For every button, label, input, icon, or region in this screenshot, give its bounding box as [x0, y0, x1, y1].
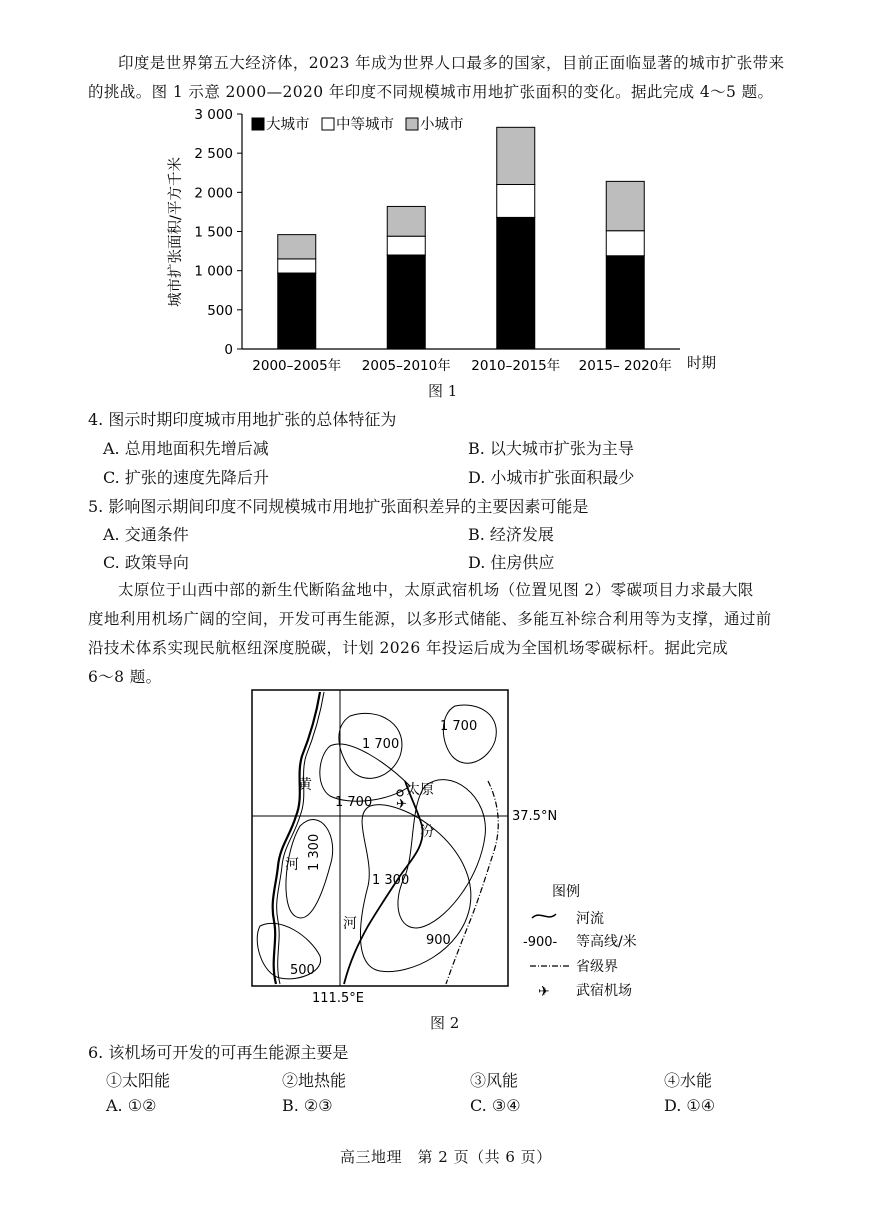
contour-label-900: 900: [426, 933, 451, 948]
q4-option-b: B. 以大城市扩张为主导: [468, 439, 634, 458]
q6-option-b: B. ②③: [282, 1096, 333, 1115]
q5-option-b: B. 经济发展: [468, 525, 554, 544]
intro1-line1: 印度是世界第五大经济体，2023 年成为世界人口最多的国家，目前正面临显著的城市扩张带来: [118, 54, 785, 72]
legend-swatch-medium: [322, 118, 334, 130]
q6-option-c: C. ③④: [470, 1096, 521, 1115]
legend-label-large: 大城市: [266, 117, 310, 133]
bar-segment-small-1: [387, 206, 425, 236]
contour-label-1300-west: 1 300: [307, 833, 322, 871]
taiyuan-label: 太原: [406, 782, 434, 798]
q6-item-3: ③风能: [470, 1071, 519, 1090]
latitude-label: 37.5°N: [512, 809, 558, 824]
legend-label-medium: 中等城市: [336, 117, 394, 133]
q6-item-1: ①太阳能: [106, 1071, 171, 1090]
bar-segment-small-3: [606, 181, 644, 230]
q6-stem: 6. 该机场可开发的可再生能源主要是: [88, 1043, 349, 1062]
q6-option-a: A. ①②: [106, 1096, 157, 1115]
intro2-line1: 太原位于山西中部的新生代断陷盆地中，太原武宿机场（位置见图 2）零碳项目力求最大限: [118, 581, 754, 599]
y-tick-label: 2 000: [194, 185, 233, 202]
contour-label-1700-c: 1 700: [335, 795, 373, 810]
river-char-huang: 黄: [298, 777, 312, 793]
bar-segment-small-0: [278, 235, 316, 259]
intro2-line4: 6～8 题。: [88, 668, 162, 686]
river-char-he-2: 河: [343, 916, 357, 932]
legend-contour-sample: -900-: [523, 935, 558, 950]
figure1-caption: 图 1: [428, 382, 458, 400]
x-tick-label: 2015– 2020年: [578, 358, 672, 374]
q5-option-d: D. 住房供应: [468, 553, 555, 572]
contour-label-1700-a: 1 700: [362, 737, 400, 752]
bar-segment-medium-3: [606, 231, 644, 256]
q4-option-a: A. 总用地面积先增后减: [103, 439, 269, 458]
legend-swatch-small: [406, 118, 418, 130]
q5-option-c: C. 政策导向: [103, 553, 189, 572]
contour-label-500: 500: [290, 963, 315, 978]
legend-label-small: 小城市: [420, 117, 464, 133]
intro2-line3: 沿技术体系实现民航枢纽深度脱碳，计划 2026 年投运后成为全国机场零碳标杆。据此完成: [88, 639, 729, 657]
bar-segment-large-2: [497, 217, 535, 349]
legend-title: 图例: [552, 884, 580, 900]
x-tick-label: 2000–2005年: [252, 358, 342, 374]
x-axis-label: 时期: [687, 356, 716, 372]
river-char-fen: 汾: [420, 824, 434, 840]
y-tick-label: 2 500: [194, 146, 233, 163]
y-tick-label: 0: [224, 342, 233, 358]
figure2-caption: 图 2: [430, 1014, 460, 1032]
bar-segment-small-2: [497, 127, 535, 184]
legend-airport-icon: ✈: [538, 984, 550, 1000]
q5-option-a: A. 交通条件: [103, 525, 189, 544]
x-tick-label: 2005–2010年: [361, 358, 451, 374]
bar-chart: [160, 100, 730, 385]
bar-segment-medium-2: [497, 185, 535, 218]
y-tick-label: 500: [207, 302, 233, 319]
intro1-line2: 的挑战。图 1 示意 2000—2020 年印度不同规模城市用地扩张面积的变化。据此完成 4～5 题。: [88, 83, 774, 101]
x-tick-label: 2010–2015年: [471, 358, 561, 374]
y-tick-label: 3 000: [194, 107, 233, 123]
bar-segment-large-1: [387, 255, 425, 349]
page-footer: 高三地理 第 2 页（共 6 页）: [340, 1148, 552, 1166]
y-tick-label: 1 500: [194, 224, 233, 241]
y-tick-label: 1 000: [194, 263, 233, 280]
legend-boundary-label: 省级界: [576, 959, 618, 975]
legend-airport-label: 武宿机场: [576, 983, 632, 999]
chart-legend: [252, 116, 464, 133]
bar-segment-large-3: [606, 256, 644, 349]
legend-river-label: 河流: [576, 911, 604, 927]
q4-option-d: D. 小城市扩张面积最少: [468, 468, 635, 487]
y-axis-label: 城市扩张面积/平方千米: [168, 157, 184, 307]
q6-item-2: ②地热能: [282, 1071, 347, 1090]
contour-label-1700-b: 1 700: [440, 719, 478, 734]
q6-item-4: ④水能: [664, 1071, 713, 1090]
q4-stem: 4. 图示时期印度城市用地扩张的总体特征为: [88, 410, 397, 429]
airport-icon: ✈: [396, 797, 407, 812]
bar-segment-medium-0: [278, 259, 316, 273]
q6-option-d: D. ①④: [664, 1096, 716, 1115]
contour-label-1300-basin: 1 300: [372, 873, 410, 888]
q5-stem: 5. 影响图示期间印度不同规模城市用地扩张面积差异的主要因素可能是: [88, 497, 589, 516]
legend-swatch-large: [252, 118, 264, 130]
q4-option-c: C. 扩张的速度先降后升: [103, 468, 269, 487]
bar-segment-medium-1: [387, 236, 425, 255]
longitude-label: 111.5°E: [312, 991, 364, 1006]
legend-river-icon: [532, 914, 556, 918]
intro2-line2: 度地利用机场广阔的空间，开发可再生能源，以多形式储能、多能互补综合利用等为支撑，通过前: [88, 610, 772, 628]
map-figure: [240, 686, 670, 1006]
river-char-he-1: 河: [285, 857, 299, 873]
legend-contour-label: 等高线/米: [576, 934, 637, 950]
bar-segment-large-0: [278, 273, 316, 349]
